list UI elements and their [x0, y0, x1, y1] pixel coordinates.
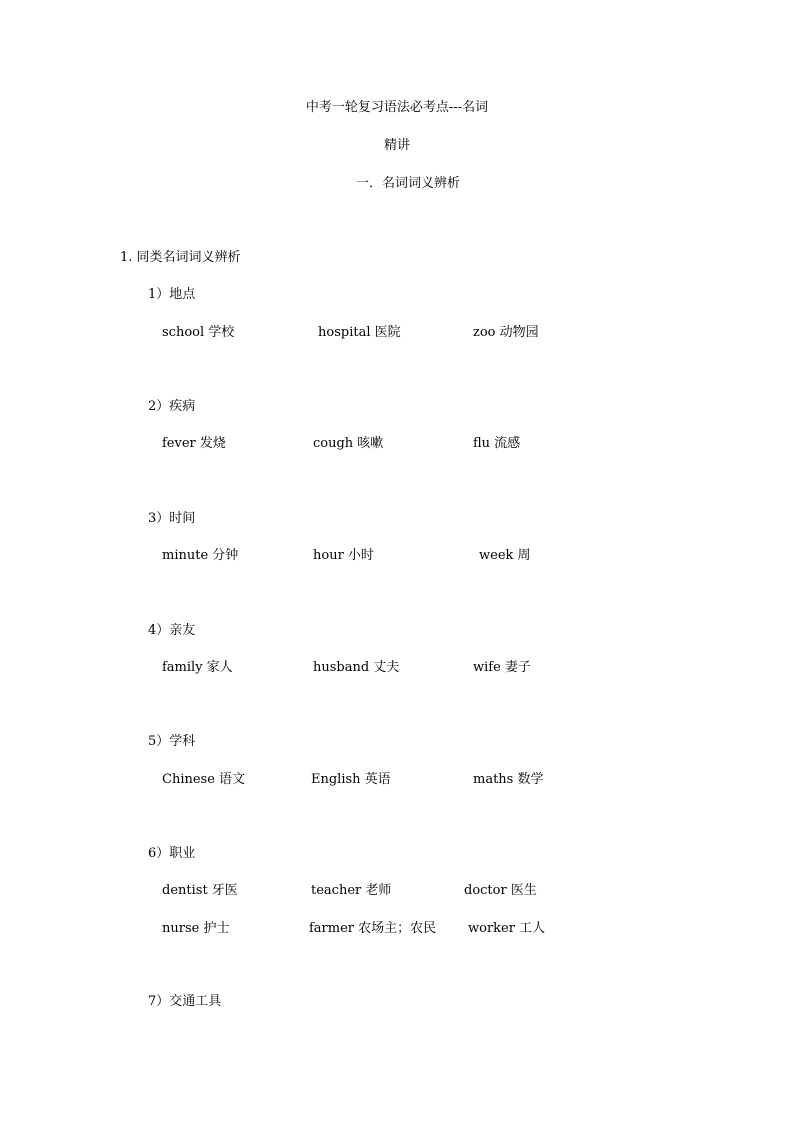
vocab-word: wife 妻子	[473, 660, 531, 675]
vocab-word: doctor 医生	[464, 883, 537, 898]
vocab-word: English 英语	[311, 772, 391, 787]
group-heading-family: 4）亲友	[148, 623, 196, 638]
page-title: 中考一轮复习语法必考点---名词	[305, 100, 489, 115]
group-heading-occupations: 6）职业	[148, 846, 196, 861]
vocab-word: hour 小时	[313, 548, 374, 563]
vocab-word: Chinese 语文	[162, 772, 246, 787]
group-heading-transport: 7）交通工具	[148, 994, 222, 1009]
group-heading-time: 3）时间	[148, 511, 196, 526]
vocab-word: family 家人	[162, 660, 233, 675]
vocab-word: worker 工人	[468, 921, 546, 936]
vocab-word: zoo 动物园	[473, 325, 539, 340]
item-heading: 1. 同类名词词义辨析	[120, 250, 241, 265]
vocab-word: maths 数学	[473, 772, 544, 787]
vocab-word: minute 分钟	[162, 548, 239, 563]
vocab-word: flu 流感	[473, 436, 521, 451]
vocab-word: week 周	[479, 548, 531, 563]
vocab-word: nurse 护士	[162, 921, 230, 936]
group-heading-illness: 2）疾病	[148, 399, 196, 414]
section-heading: 一．名词词义辨析	[356, 176, 461, 191]
vocab-word: teacher 老师	[311, 883, 392, 898]
vocab-word: hospital 医院	[318, 325, 401, 340]
vocab-word: dentist 牙医	[162, 883, 238, 898]
vocab-word: farmer 农场主；农民	[309, 921, 437, 936]
vocab-word: husband 丈夫	[313, 660, 400, 675]
group-heading-places: 1）地点	[148, 287, 196, 302]
vocab-word: fever 发烧	[162, 436, 226, 451]
page-subtitle: 精讲	[383, 138, 410, 153]
vocab-word: school 学校	[162, 325, 235, 340]
group-heading-subjects: 5）学科	[148, 734, 196, 749]
vocab-word: cough 咳嗽	[313, 436, 384, 451]
